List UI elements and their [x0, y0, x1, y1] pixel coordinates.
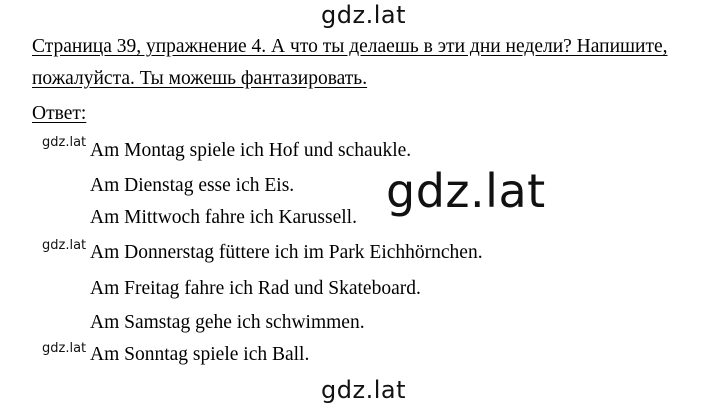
task-heading-line-1: Страница 39, упражнение 4. А что ты делаешь в эти дни недели? Напишите,	[32, 36, 668, 57]
answer-line-friday: Am Freitag fahre ich Rad und Skateboard.	[90, 278, 421, 299]
watermark-bottom: gdz.lat	[321, 376, 406, 404]
watermark-line-mark: gdz.lat	[42, 341, 87, 356]
answer-line-thursday: Am Donnerstag füttere ich im Park Eichhörnchen.	[90, 242, 483, 263]
watermark-line-mark: gdz.lat	[42, 238, 87, 253]
answer-label: Ответ:	[32, 103, 87, 124]
answer-line-saturday: Am Samstag gehe ich schwimmen.	[90, 312, 365, 333]
watermark-line-mark: gdz.lat	[42, 135, 87, 150]
watermark-center: gdz.lat	[386, 164, 546, 218]
answer-line-tuesday: Am Dienstag esse ich Eis.	[90, 175, 295, 196]
answer-line-monday: Am Montag spiele ich Hof und schaukle.	[90, 140, 412, 161]
watermark-top: gdz.lat	[321, 1, 406, 29]
answer-line-wednesday: Am Mittwoch fahre ich Karussell.	[90, 207, 357, 228]
answer-line-sunday: Am Sonntag spiele ich Ball.	[90, 344, 310, 365]
task-heading-line-2: пожалуйста. Ты можешь фантазировать.	[32, 68, 368, 89]
